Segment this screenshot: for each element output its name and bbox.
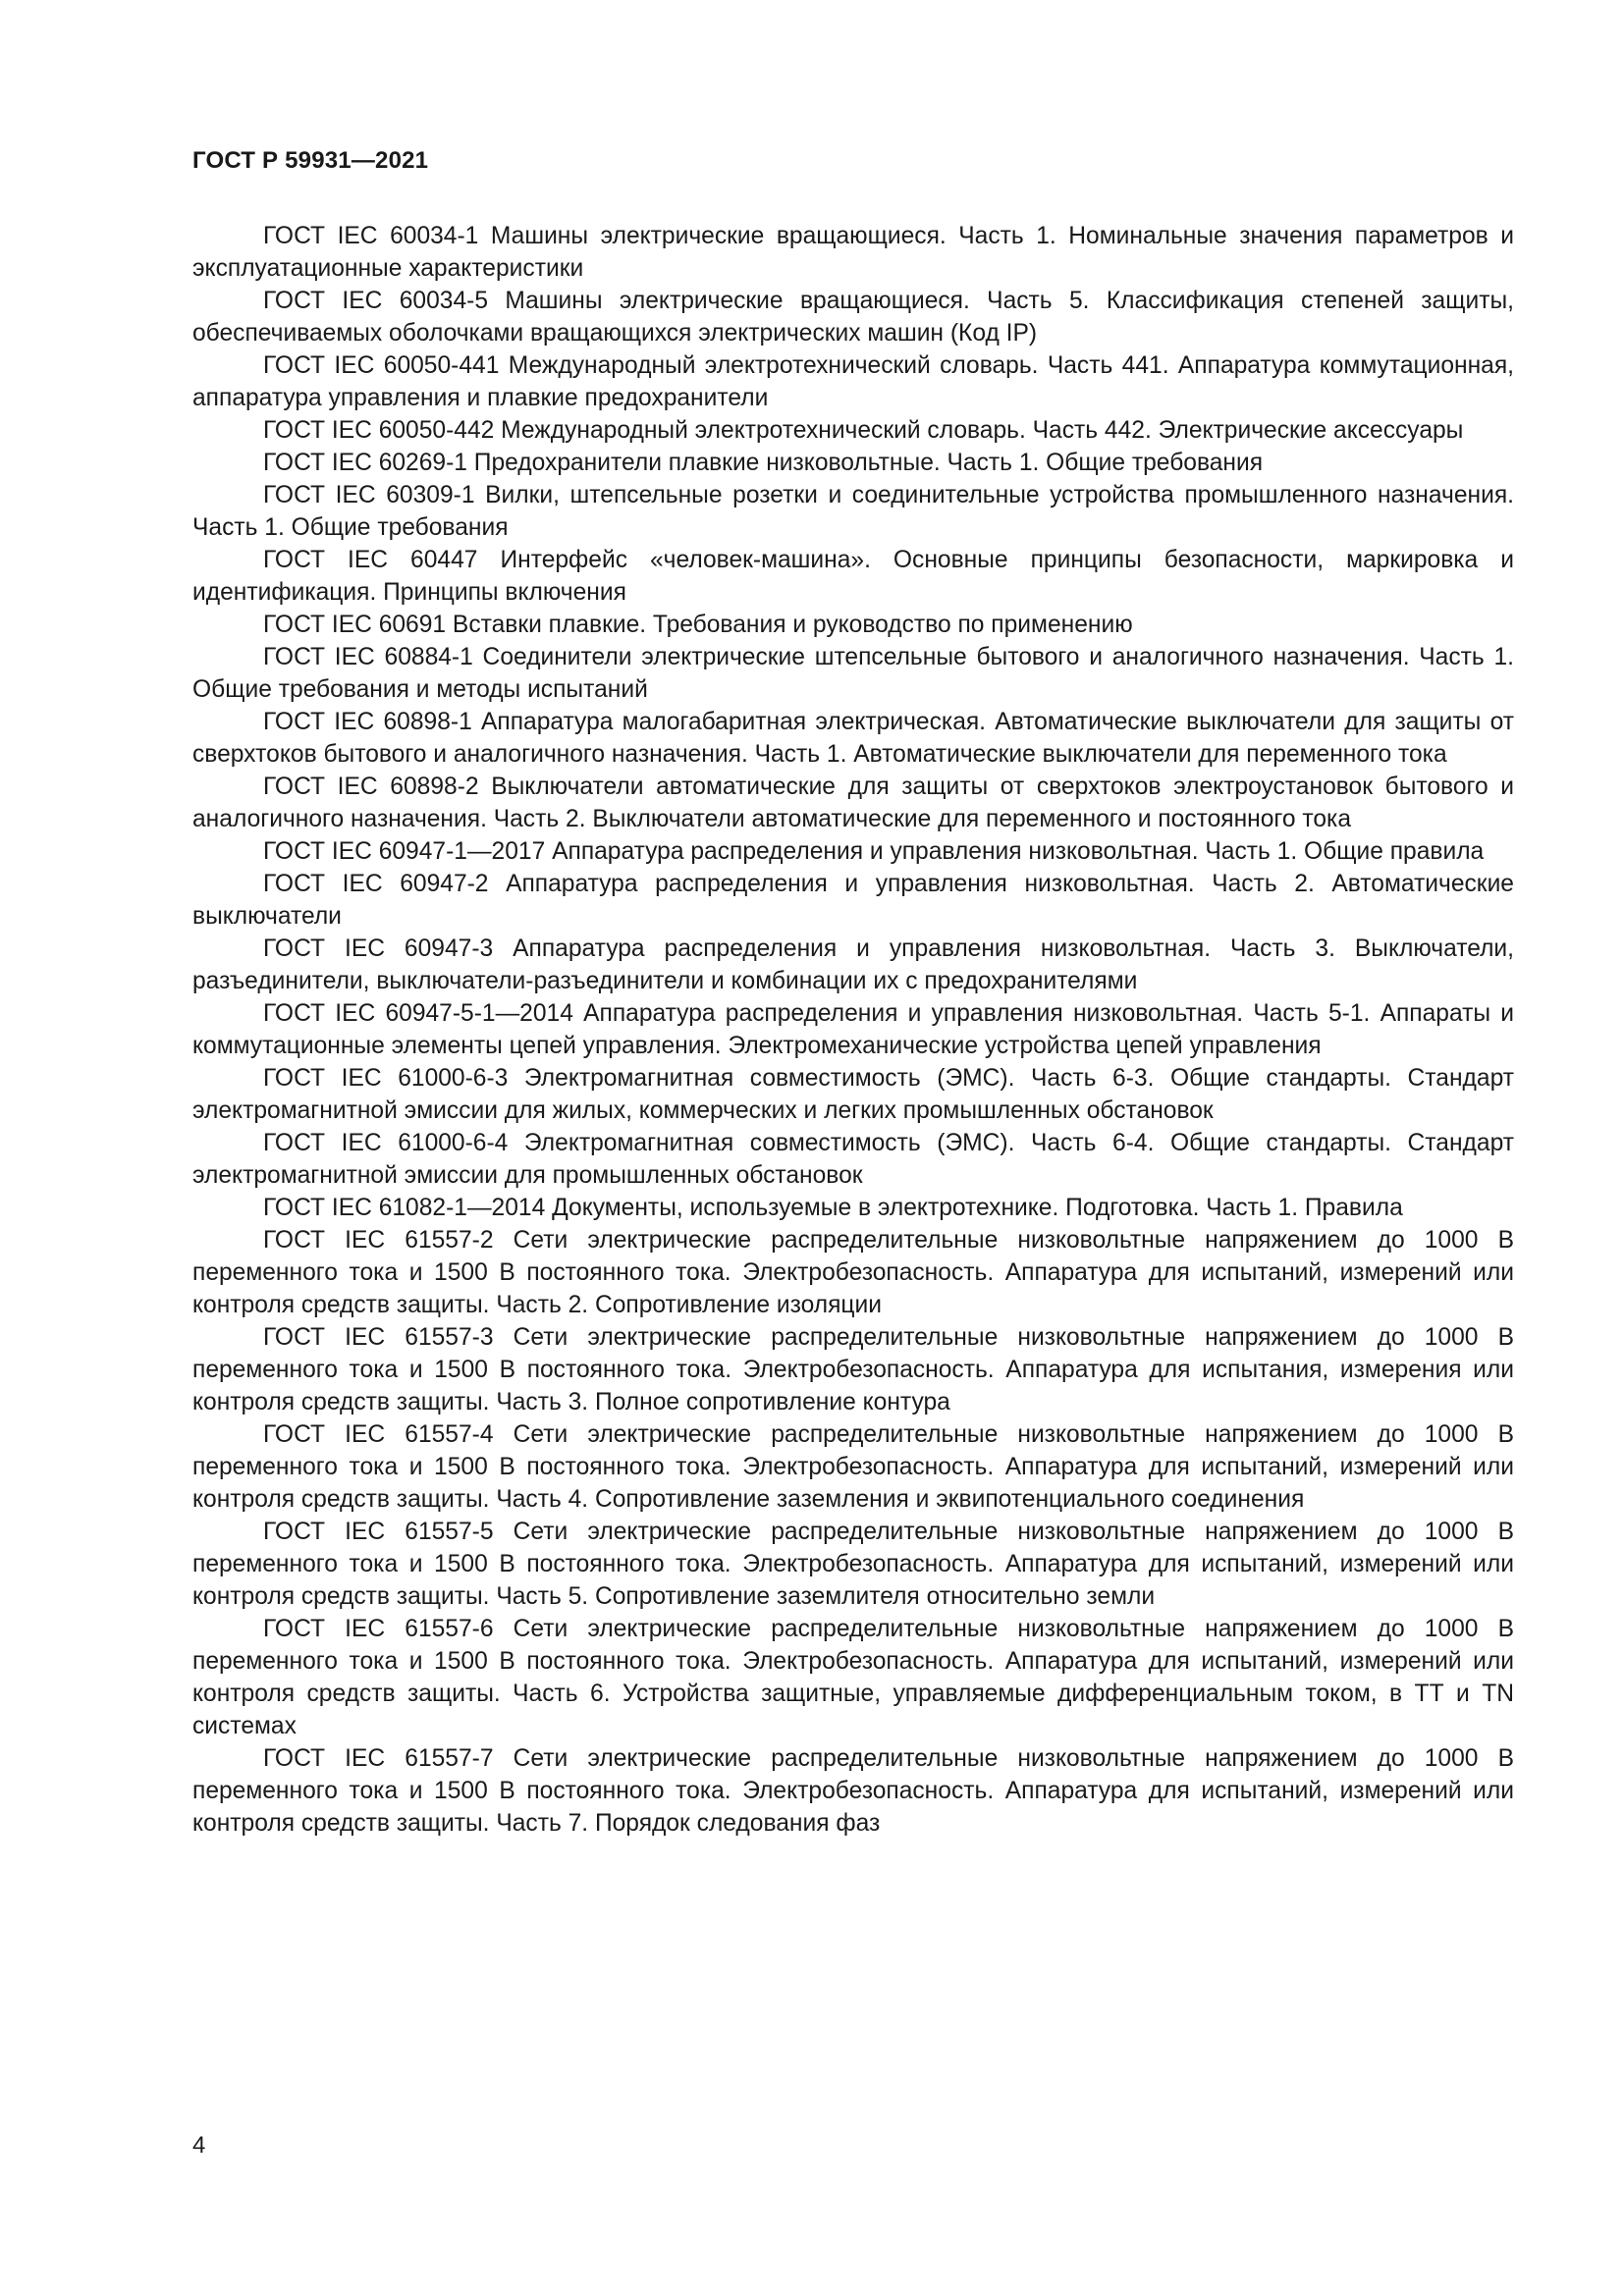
- reference-entry: ГОСТ IEC 60947-1—2017 Аппаратура распределения и управления низковольтная. Часть 1. Общие правила: [263, 838, 1485, 865]
- reference-entry: ГОСТ IEC 60947-2 Аппаратура распределения и управления низковольтная. Часть 2. Автоматические выключатели: [192, 871, 1514, 930]
- normative-references-list: [192, 220, 1514, 1840]
- reference-entry: ГОСТ IEC 60947-3 Аппаратура распределения и управления низковольтная. Часть 3. Выключатели, разъединители, выключатели-разъединители и комбинации их с предохранителями: [192, 935, 1514, 994]
- reference-entry: ГОСТ IEC 60691 Вставки плавкие. Требования и руководство по применению: [263, 612, 1133, 638]
- reference-entry: ГОСТ IEC 60050-441 Международный электротехнический словарь. Часть 441. Аппаратура коммутационная, аппаратура управления и плавкие предохранители: [192, 352, 1514, 411]
- reference-entry: ГОСТ IEC 61557-4 Сети электрические распределительные низковольтные напряжением до 1000 В переменного тока и 1500 В постоянного тока. Электробезопасность. Аппаратура для испытаний, измерений или контроля средств защиты. Часть 4. Сопротивление заземления и эквипотенциального соединения: [192, 1421, 1514, 1513]
- reference-entry: ГОСТ IEC 61000-6-3 Электромагнитная совместимость (ЭМС). Часть 6-3. Общие стандарты. Стандарт электромагнитной эмиссии для жилых, коммерческих и легких промышленных обстановок: [192, 1065, 1514, 1124]
- reference-entry: ГОСТ IEC 61557-2 Сети электрические распределительные низковольтные напряжением до 1000 В переменного тока и 1500 В постоянного тока. Электробезопасность. Аппаратура для испытаний, измерений или контроля средств защиты. Часть 2. Сопротивление изоляции: [192, 1227, 1514, 1318]
- reference-entry: ГОСТ IEC 61557-6 Сети электрические распределительные низковольтные напряжением до 1000 В переменного тока и 1500 В постоянного тока. Электробезопасность. Аппаратура для испытаний, измерений или контроля средств защиты. Часть 6. Устройства защитные, управляемые дифференциальным током, в ТТ и TN системах: [192, 1616, 1514, 1739]
- reference-entry: ГОСТ IEC 60884-1 Соединители электрические штепсельные бытового и аналогичного назначения. Часть 1. Общие требования и методы испытаний: [192, 644, 1514, 703]
- reference-entry: ГОСТ IEC 61082-1—2014 Документы, используемые в электротехнике. Подготовка. Часть 1. Правила: [263, 1195, 1403, 1221]
- reference-entry: ГОСТ IEC 60947-5-1—2014 Аппаратура распределения и управления низковольтная. Часть 5-1. Аппараты и коммутационные элементы цепей управления. Электромеханические устройства цепей управления: [192, 1000, 1514, 1059]
- reference-entry: ГОСТ IEC 60309-1 Вилки, штепсельные розетки и соединительные устройства промышленного назначения. Часть 1. Общие требования: [192, 482, 1514, 541]
- reference-entry: ГОСТ IEC 60034-1 Машины электрические вращающиеся. Часть 1. Номинальные значения параметров и эксплуатационные характеристики: [192, 223, 1514, 282]
- reference-entry: ГОСТ IEC 61000-6-4 Электромагнитная совместимость (ЭМС). Часть 6-4. Общие стандарты. Стандарт электромагнитной эмиссии для промышленных обстановок: [192, 1130, 1514, 1189]
- page-header-document-code: ГОСТ Р 59931—2021: [192, 147, 429, 174]
- reference-entry: ГОСТ IEC 60034-5 Машины электрические вращающиеся. Часть 5. Классификация степеней защиты, обеспечиваемых оболочками вращающихся электрических машин (Код IP): [192, 288, 1514, 347]
- reference-entry: ГОСТ IEC 60898-1 Аппаратура малогабаритная электрическая. Автоматические выключатели для защиты от сверхтоков бытового и аналогичного назначения. Часть 1. Автоматические выключатели для переменного тока: [192, 709, 1514, 768]
- reference-entry: ГОСТ IEC 60050-442 Международный электротехнический словарь. Часть 442. Электрические аксессуары: [263, 417, 1464, 444]
- reference-entry: ГОСТ IEC 61557-3 Сети электрические распределительные низковольтные напряжением до 1000 В переменного тока и 1500 В постоянного тока. Электробезопасность. Аппаратура для испытания, измерения или контроля средств защиты. Часть 3. Полное сопротивление контура: [192, 1324, 1514, 1415]
- reference-entry: ГОСТ IEC 60269-1 Предохранители плавкие низковольтные. Часть 1. Общие требования: [263, 450, 1264, 476]
- reference-entry: ГОСТ IEC 61557-5 Сети электрические распределительные низковольтные напряжением до 1000 В переменного тока и 1500 В постоянного тока. Электробезопасность. Аппаратура для испытаний, измерений или контроля средств защиты. Часть 5. Сопротивление заземлителя относительно земли: [192, 1519, 1514, 1610]
- reference-entry: ГОСТ IEC 60898-2 Выключатели автоматические для защиты от сверхтоков электроустановок бытового и аналогичного назначения. Часть 2. Выключатели автоматические для переменного и постоянного тока: [192, 774, 1514, 832]
- reference-entry: ГОСТ IEC 60447 Интерфейс «человек-машина». Основные принципы безопасности, маркировка и идентификация. Принципы включения: [192, 547, 1514, 606]
- reference-entry: ГОСТ IEC 61557-7 Сети электрические распределительные низковольтные напряжением до 1000 В переменного тока и 1500 В постоянного тока. Электробезопасность. Аппаратура для испытаний, измерений или контроля средств защиты. Часть 7. Порядок следования фаз: [192, 1745, 1514, 1837]
- page-number: 4: [192, 2132, 206, 2159]
